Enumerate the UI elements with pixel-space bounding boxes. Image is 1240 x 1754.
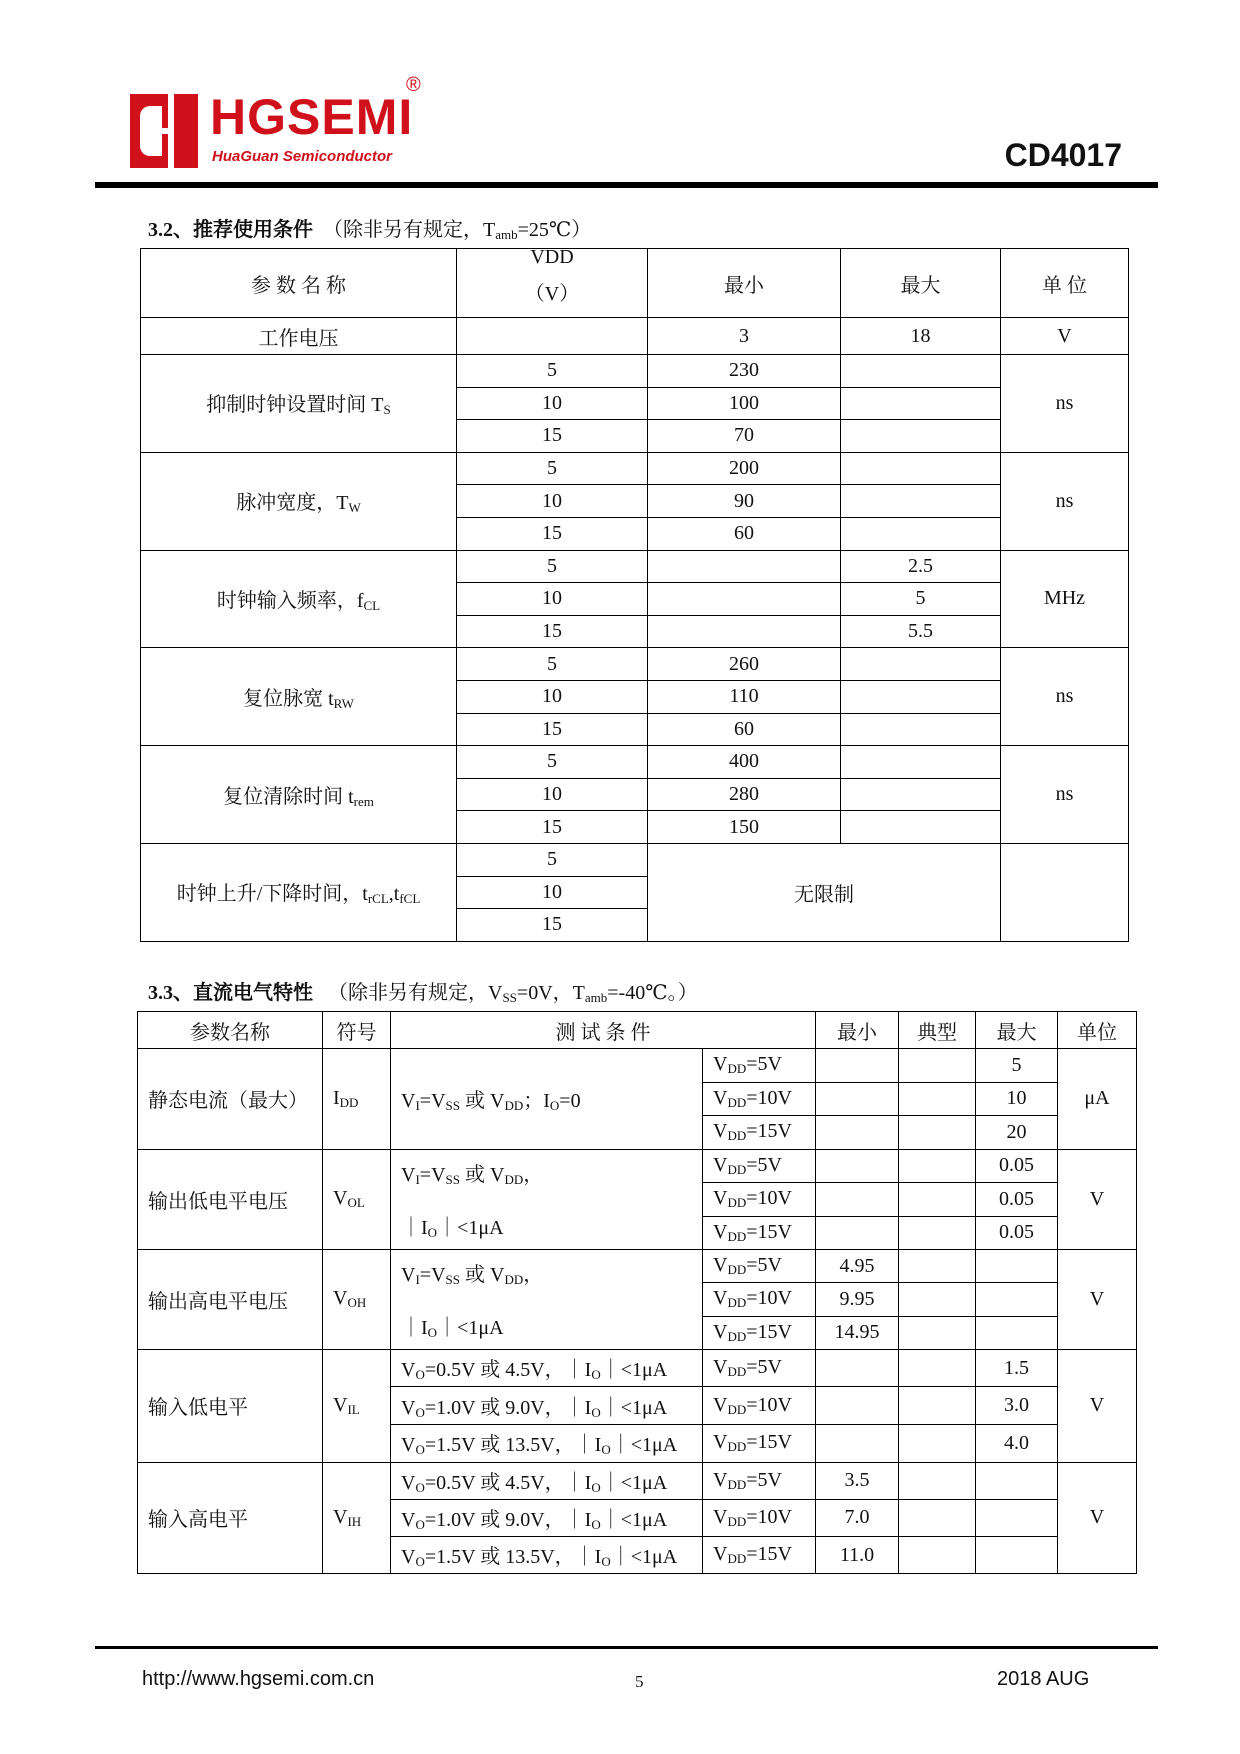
table-cell xyxy=(841,746,1001,779)
table-cell xyxy=(976,1250,1058,1283)
table-cell: 260 xyxy=(648,648,841,681)
table-cell: 10 xyxy=(457,778,648,811)
test-condition: $V_O=0.5V$ 或 4.5V，$|I_O|<1\mu A$ xyxy=(391,1349,703,1387)
param-name: 输入低电平 xyxy=(138,1349,323,1462)
section-3-2-title: 3.2、推荐使用条件 （除非另有规定，$T_{amb}=25℃$） xyxy=(148,219,592,242)
table-cell xyxy=(841,387,1001,420)
no-limit: 无限制 xyxy=(648,843,1001,941)
table-cell: 5 xyxy=(976,1049,1058,1083)
table-cell: 400 xyxy=(648,746,841,779)
param-name: 静态电流（最大） xyxy=(138,1049,323,1150)
table-cell xyxy=(841,713,1001,746)
vdd-condition: $V_{DD}=10V$ xyxy=(703,1499,816,1536)
table-cell xyxy=(841,485,1001,518)
table-row xyxy=(138,1049,1137,1083)
table-cell xyxy=(899,1082,976,1116)
recommended-conditions-table xyxy=(140,248,1129,942)
table-cell: 9.95 xyxy=(816,1283,899,1316)
vdd-condition: $V_{DD}=15V$ xyxy=(703,1316,816,1349)
table-cell xyxy=(841,680,1001,713)
table-cell xyxy=(841,420,1001,453)
table-cell: 200 xyxy=(648,452,841,485)
table-cell xyxy=(816,1425,899,1463)
table-cell: 15 xyxy=(457,811,648,844)
table-cell: 15 xyxy=(457,615,648,648)
table-cell: 3.5 xyxy=(816,1462,899,1499)
unit: MHz xyxy=(1001,550,1129,648)
table-cell: 70 xyxy=(648,420,841,453)
logo-brand: HGSEMI xyxy=(210,89,414,145)
table-cell: 90 xyxy=(648,485,841,518)
table-cell: 60 xyxy=(648,517,841,550)
table-cell: 参数名称 xyxy=(138,1012,323,1049)
table-cell: 10 xyxy=(457,485,648,518)
table-cell xyxy=(841,355,1001,388)
vdd-condition: $V_{DD}=5V$ xyxy=(703,1349,816,1387)
table-cell: 150 xyxy=(648,811,841,844)
table-cell: 5 xyxy=(457,648,648,681)
page-number: 5 xyxy=(635,1672,644,1691)
table-cell xyxy=(899,1250,976,1283)
unit: ns xyxy=(1001,452,1129,550)
param-name: 输出低电平电压 xyxy=(138,1149,323,1250)
symbol: $V_{IL}$ xyxy=(323,1349,391,1462)
col-vdd: VDD （V） xyxy=(457,249,648,318)
table-cell: 10 xyxy=(457,583,648,616)
footer-rule xyxy=(95,1646,1158,1649)
table-cell xyxy=(899,1183,976,1217)
table-cell: 7.0 xyxy=(816,1499,899,1536)
unit: V xyxy=(1058,1149,1137,1250)
logo-mark-icon xyxy=(130,94,198,168)
param-name: 时钟输入频率，$f_{CL}$ xyxy=(141,550,457,648)
table-cell xyxy=(899,1116,976,1150)
test-condition: $V_O=1.5V$ 或 13.5V，$|I_O|<1\mu A$ xyxy=(391,1537,703,1574)
test-condition: $V_O=1.5V$ 或 13.5V，$|I_O|<1\mu A$ xyxy=(391,1425,703,1463)
table-cell xyxy=(899,1283,976,1316)
table-cell: 15 xyxy=(457,517,648,550)
unit: V xyxy=(1058,1462,1137,1574)
table-cell xyxy=(816,1149,899,1183)
param-name: 脉冲宽度，$T_W$ xyxy=(141,452,457,550)
registered-mark: ® xyxy=(406,74,421,96)
table-cell: 5 xyxy=(457,843,648,876)
header-rule xyxy=(95,182,1158,188)
section-3-3-title: 3.3、直流电气特性 （除非另有规定，$V_{SS}=0V$，$T_{amb}=-40℃$。） xyxy=(148,982,698,1005)
footer-url[interactable]: http://www.hgsemi.com.cn xyxy=(142,1668,375,1690)
table-row xyxy=(141,843,1129,876)
table-cell: 0.05 xyxy=(976,1183,1058,1217)
table-cell xyxy=(899,1425,976,1463)
table-cell: 5.5 xyxy=(841,615,1001,648)
hgsemi-logo xyxy=(128,74,424,168)
table-cell: 2.5 xyxy=(841,550,1001,583)
param-name: 复位清除时间 $t_{rem}$ xyxy=(141,746,457,844)
vdd-condition: $V_{DD}=15V$ xyxy=(703,1116,816,1150)
table-cell: 11.0 xyxy=(816,1537,899,1574)
table-cell: 0.05 xyxy=(976,1216,1058,1250)
table-cell xyxy=(648,550,841,583)
unit: ns xyxy=(1001,355,1129,453)
table-cell: 5 xyxy=(841,583,1001,616)
vdd-condition: $V_{DD}=15V$ xyxy=(703,1537,816,1574)
table-cell: 15 xyxy=(457,713,648,746)
table-cell xyxy=(816,1349,899,1387)
col-min: 最小 xyxy=(648,249,841,318)
table-cell xyxy=(816,1116,899,1150)
symbol: $V_{OH}$ xyxy=(323,1250,391,1350)
table-row xyxy=(141,648,1129,681)
table-cell: 3.0 xyxy=(976,1387,1058,1425)
table-cell xyxy=(976,1537,1058,1574)
symbol: $V_{OL}$ xyxy=(323,1149,391,1250)
table-cell: 工作电压 xyxy=(141,318,457,355)
table-cell: 10 xyxy=(457,387,648,420)
table-cell: 5 xyxy=(457,355,648,388)
table-cell: 最大 xyxy=(976,1012,1058,1049)
table-cell: 10 xyxy=(457,680,648,713)
table-cell xyxy=(976,1462,1058,1499)
symbol: $I_{DD}$ xyxy=(323,1049,391,1150)
table-row xyxy=(141,452,1129,485)
table-cell xyxy=(899,1349,976,1387)
table-row xyxy=(138,1250,1137,1283)
table-row xyxy=(138,1349,1137,1387)
table-cell xyxy=(841,648,1001,681)
table-cell: 10 xyxy=(976,1082,1058,1116)
table-cell xyxy=(648,583,841,616)
table-cell xyxy=(841,452,1001,485)
table-cell xyxy=(816,1183,899,1217)
table-cell: 0.05 xyxy=(976,1149,1058,1183)
vdd-condition: $V_{DD}=15V$ xyxy=(703,1425,816,1463)
vdd-condition: $V_{DD}=15V$ xyxy=(703,1216,816,1250)
table-cell: 5 xyxy=(457,452,648,485)
table-cell: 15 xyxy=(457,909,648,942)
table-cell xyxy=(899,1537,976,1574)
table-cell xyxy=(1001,843,1129,941)
table-row xyxy=(138,1149,1137,1183)
table-cell: 110 xyxy=(648,680,841,713)
param-name: 抑制时钟设置时间 $T_S$ xyxy=(141,355,457,453)
table-cell: 10 xyxy=(457,876,648,909)
table-cell xyxy=(976,1499,1058,1536)
table-cell: 4.0 xyxy=(976,1425,1058,1463)
col-unit: 单 位 xyxy=(1001,249,1129,318)
vdd-condition: $V_{DD}=5V$ xyxy=(703,1250,816,1283)
table-cell: 280 xyxy=(648,778,841,811)
table-cell xyxy=(899,1049,976,1083)
col-param: 参 数 名 称 xyxy=(141,249,457,318)
table-row xyxy=(141,550,1129,583)
param-name: 时钟上升/下降时间，$t_{rCL},t_{fCL}$ xyxy=(141,843,457,941)
table-row xyxy=(138,1462,1137,1499)
table-row xyxy=(141,355,1129,388)
unit: ns xyxy=(1001,648,1129,746)
table-cell xyxy=(841,517,1001,550)
table-cell xyxy=(816,1082,899,1116)
table-cell xyxy=(457,318,648,355)
vdd-condition: $V_{DD}=10V$ xyxy=(703,1387,816,1425)
table-cell xyxy=(816,1049,899,1083)
test-condition: $V_O=1.0V$ 或 9.0V，$|I_O|<1\mu A$ xyxy=(391,1499,703,1536)
test-condition: $V_I=V_{SS}$ 或 $V_{DD}$， $|I_O|<1\mu A$ xyxy=(391,1250,703,1350)
vdd-condition: $V_{DD}=5V$ xyxy=(703,1049,816,1083)
test-condition: $V_I=V_{SS}$ 或 $V_{DD}$；$I_O=0$ xyxy=(391,1049,703,1150)
table-cell: 5 xyxy=(457,550,648,583)
table-cell: V xyxy=(1001,318,1129,355)
table-cell: 4.95 xyxy=(816,1250,899,1283)
table-cell: 15 xyxy=(457,420,648,453)
table-row xyxy=(141,318,1129,355)
table-cell xyxy=(976,1283,1058,1316)
footer-date: 2018 AUG xyxy=(997,1668,1090,1690)
table-cell xyxy=(976,1316,1058,1349)
logo-subtitle: HuaGuan Semiconductor xyxy=(212,148,393,165)
vdd-condition: $V_{DD}=10V$ xyxy=(703,1283,816,1316)
table-row xyxy=(141,746,1129,779)
table-cell xyxy=(841,778,1001,811)
unit: V xyxy=(1058,1250,1137,1350)
table-cell xyxy=(899,1316,976,1349)
table-cell xyxy=(899,1149,976,1183)
table-cell xyxy=(899,1216,976,1250)
table-cell xyxy=(648,615,841,648)
table-cell: 5 xyxy=(457,746,648,779)
table-cell: 最小 xyxy=(816,1012,899,1049)
table-cell: 20 xyxy=(976,1116,1058,1150)
table-cell xyxy=(899,1462,976,1499)
test-condition: $V_O=0.5V$ 或 4.5V，$|I_O|<1\mu A$ xyxy=(391,1462,703,1499)
table-cell: 3 xyxy=(648,318,841,355)
vdd-condition: $V_{DD}=5V$ xyxy=(703,1149,816,1183)
table-cell: 1.5 xyxy=(976,1349,1058,1387)
param-name: 复位脉宽 $t_{RW}$ xyxy=(141,648,457,746)
unit: μA xyxy=(1058,1049,1137,1150)
table-cell: 典型 xyxy=(899,1012,976,1049)
table-cell: 18 xyxy=(841,318,1001,355)
table-cell xyxy=(899,1387,976,1425)
unit: ns xyxy=(1001,746,1129,844)
col-max: 最大 xyxy=(841,249,1001,318)
test-condition: $V_I=V_{SS}$ 或 $V_{DD}$， $|I_O|<1\mu A$ xyxy=(391,1149,703,1250)
table-cell: 单位 xyxy=(1058,1012,1137,1049)
unit: V xyxy=(1058,1349,1137,1462)
table-cell: 符号 xyxy=(323,1012,391,1049)
table-cell xyxy=(816,1387,899,1425)
test-condition: $V_O=1.0V$ 或 9.0V，$|I_O|<1\mu A$ xyxy=(391,1387,703,1425)
table-cell: 100 xyxy=(648,387,841,420)
symbol: $V_{IH}$ xyxy=(323,1462,391,1574)
table-cell: 测 试 条 件 xyxy=(391,1012,816,1049)
dc-characteristics-table xyxy=(137,1011,1137,1574)
param-name: 输入高电平 xyxy=(138,1462,323,1574)
table-cell: 60 xyxy=(648,713,841,746)
table-cell xyxy=(841,811,1001,844)
param-name: 输出高电平电压 xyxy=(138,1250,323,1350)
table-cell xyxy=(899,1499,976,1536)
vdd-condition: $V_{DD}=5V$ xyxy=(703,1462,816,1499)
table-cell: 14.95 xyxy=(816,1316,899,1349)
part-number: CD4017 xyxy=(1004,137,1122,173)
header-row xyxy=(138,1012,1137,1049)
table-cell xyxy=(816,1216,899,1250)
header-row xyxy=(141,249,1129,318)
vdd-condition: $V_{DD}=10V$ xyxy=(703,1183,816,1217)
vdd-condition: $V_{DD}=10V$ xyxy=(703,1082,816,1116)
table-cell: 230 xyxy=(648,355,841,388)
